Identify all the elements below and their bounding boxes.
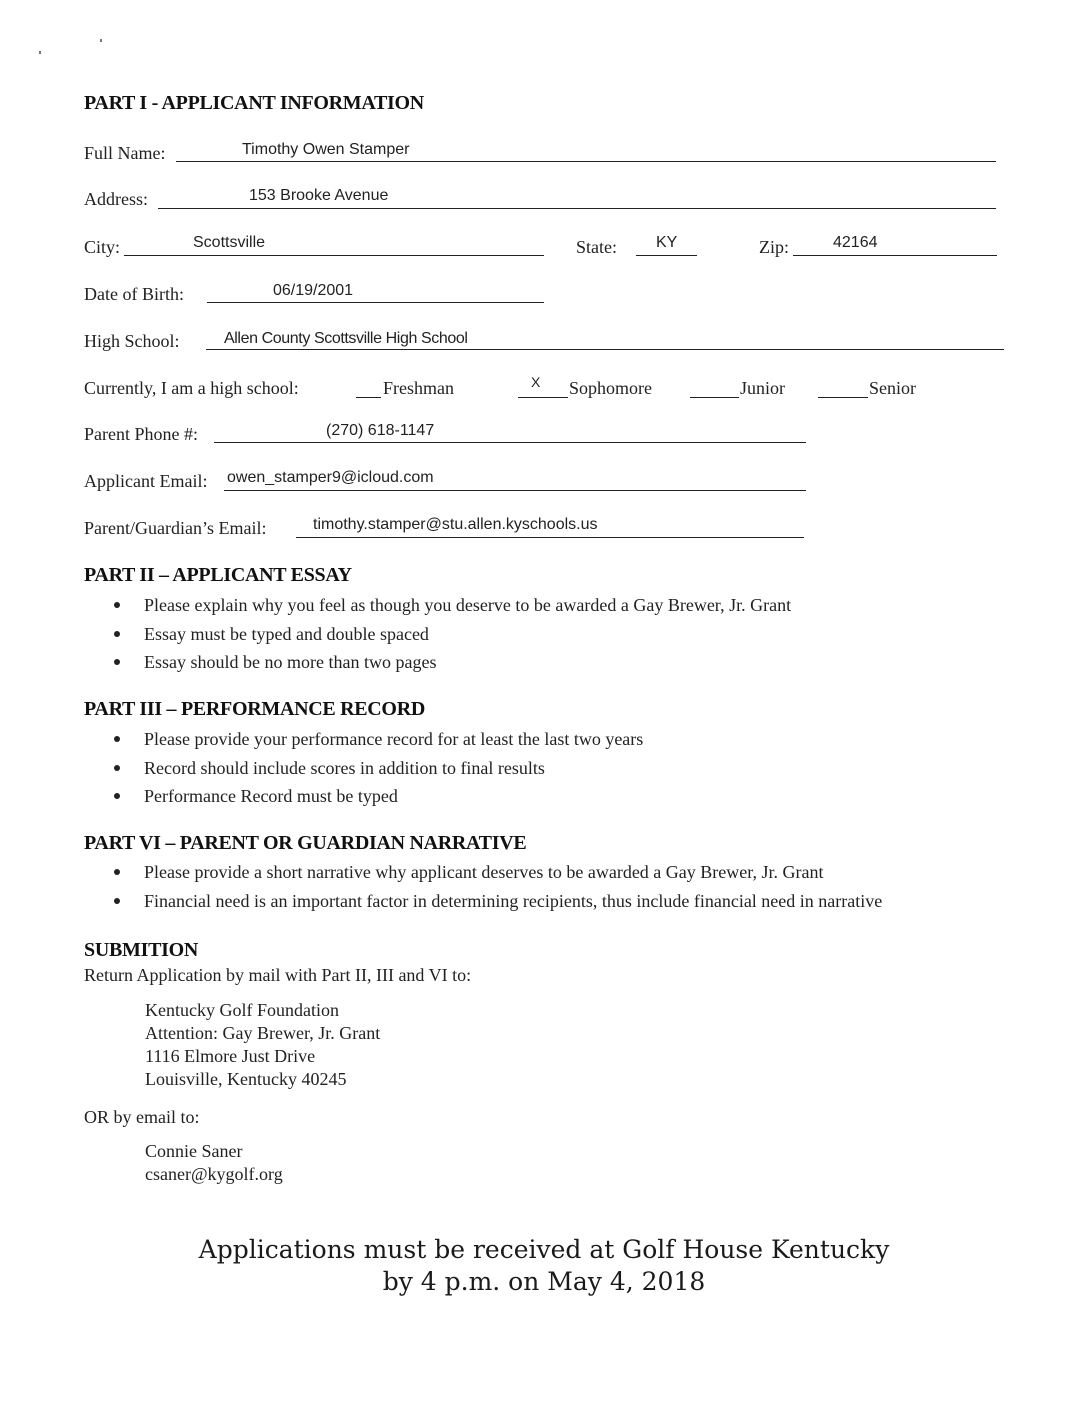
part6-list [112, 861, 882, 918]
grade-label: Currently, I am a high school: [84, 378, 299, 398]
part3-list [112, 728, 643, 814]
applicant-email-field[interactable] [224, 490, 806, 491]
bullet-icon [114, 631, 120, 637]
scan-speck [100, 39, 102, 42]
contact-email: csaner@kygolf.org [145, 1164, 283, 1184]
bullet-icon [114, 869, 120, 875]
mail-address-line: Kentucky Golf Foundation [145, 1000, 339, 1020]
list-item: Please provide a short narrative why applicant deserves to be awarded a Gay Brewer, Jr. Grant [112, 861, 882, 890]
bullet-icon [114, 765, 120, 771]
part6-heading: PART VI – PARENT OR GUARDIAN NARRATIVE [84, 832, 527, 854]
dob-field[interactable] [207, 302, 544, 303]
bullet-icon [114, 898, 120, 904]
bullet-icon [114, 602, 120, 608]
mail-address-block [145, 999, 380, 1091]
high-school-label: High School: [84, 331, 180, 351]
address-field[interactable] [158, 208, 996, 209]
list-item: Performance Record must be typed [112, 785, 643, 814]
bullet-icon [114, 659, 120, 665]
list-item: Essay must be typed and double spaced [112, 623, 791, 652]
mail-address-line: 1116 Elmore Just Drive [145, 1046, 316, 1066]
zip-field[interactable] [793, 255, 997, 256]
part1-heading: PART I - APPLICANT INFORMATION [84, 92, 424, 114]
guardian-email-field[interactable] [296, 537, 804, 538]
junior-option: Junior [740, 378, 785, 398]
parent-phone-value: (270) 618-1147 [326, 422, 435, 439]
state-field[interactable] [636, 255, 697, 256]
or-email-text: OR by email to: [84, 1107, 200, 1127]
city-value: Scottsville [193, 234, 266, 251]
parent-phone-label: Parent Phone #: [84, 424, 198, 444]
full-name-value: Timothy Owen Stamper [242, 141, 410, 158]
applicant-email-value: owen_stamper9@icloud.com [227, 469, 434, 486]
dob-value: 06/19/2001 [273, 282, 354, 299]
high-school-value: Allen County Scottsville High School [224, 330, 468, 347]
submission-heading: SUBMITION [84, 939, 198, 961]
list-item: Record should include scores in addition to final results [112, 757, 643, 786]
guardian-email-value: timothy.stamper@stu.allen.kyschools.us [313, 516, 598, 533]
high-school-field[interactable] [206, 349, 1004, 350]
guardian-email-label: Parent/Guardian’s Email: [84, 518, 267, 538]
zip-value: 42164 [833, 234, 878, 251]
full-name-field[interactable] [176, 161, 996, 162]
sophomore-mark: X [531, 374, 541, 390]
submission-instruction: Return Application by mail with Part II, III and VI to: [84, 965, 472, 985]
sophomore-option: Sophomore [569, 378, 652, 398]
sophomore-blank[interactable] [518, 397, 568, 398]
part3-heading: PART III – PERFORMANCE RECORD [84, 698, 425, 720]
address-value: 153 Brooke Avenue [249, 187, 389, 204]
mail-address-line: Louisville, Kentucky 40245 [145, 1069, 347, 1089]
scan-speck [39, 51, 41, 54]
deadline-line2: by 4 p.m. on May 4, 2018 [382, 1267, 706, 1296]
state-value: KY [656, 234, 678, 251]
list-item: Please explain why you feel as though you deserve to be awarded a Gay Brewer, Jr. Grant [112, 594, 791, 623]
city-field[interactable] [124, 255, 544, 256]
bullet-icon [114, 736, 120, 742]
list-item: Essay should be no more than two pages [112, 651, 791, 680]
deadline-line1: Applications must be received at Golf House Kentucky [198, 1235, 890, 1264]
freshman-blank[interactable] [356, 397, 381, 398]
senior-blank[interactable] [818, 397, 868, 398]
list-item: Please provide your performance record for at least the last two years [112, 728, 643, 757]
mail-address-line: Attention: Gay Brewer, Jr. Grant [145, 1023, 381, 1043]
address-label: Address: [84, 189, 148, 209]
bullet-icon [114, 793, 120, 799]
zip-label: Zip: [759, 237, 789, 257]
email-contact-block [145, 1140, 283, 1186]
list-item: Financial need is an important factor in determining recipients, thus include financial need in narrative [112, 890, 882, 919]
part2-list [112, 594, 791, 680]
full-name-label: Full Name: [84, 143, 166, 163]
dob-label: Date of Birth: [84, 284, 184, 304]
part2-heading: PART II – APPLICANT ESSAY [84, 564, 352, 586]
freshman-option: Freshman [383, 378, 454, 398]
junior-blank[interactable] [690, 397, 739, 398]
city-label: City: [84, 237, 121, 257]
applicant-email-label: Applicant Email: [84, 471, 208, 491]
state-label: State: [576, 237, 617, 257]
parent-phone-field[interactable] [214, 442, 806, 443]
contact-name: Connie Saner [145, 1141, 243, 1161]
senior-option: Senior [869, 378, 916, 398]
